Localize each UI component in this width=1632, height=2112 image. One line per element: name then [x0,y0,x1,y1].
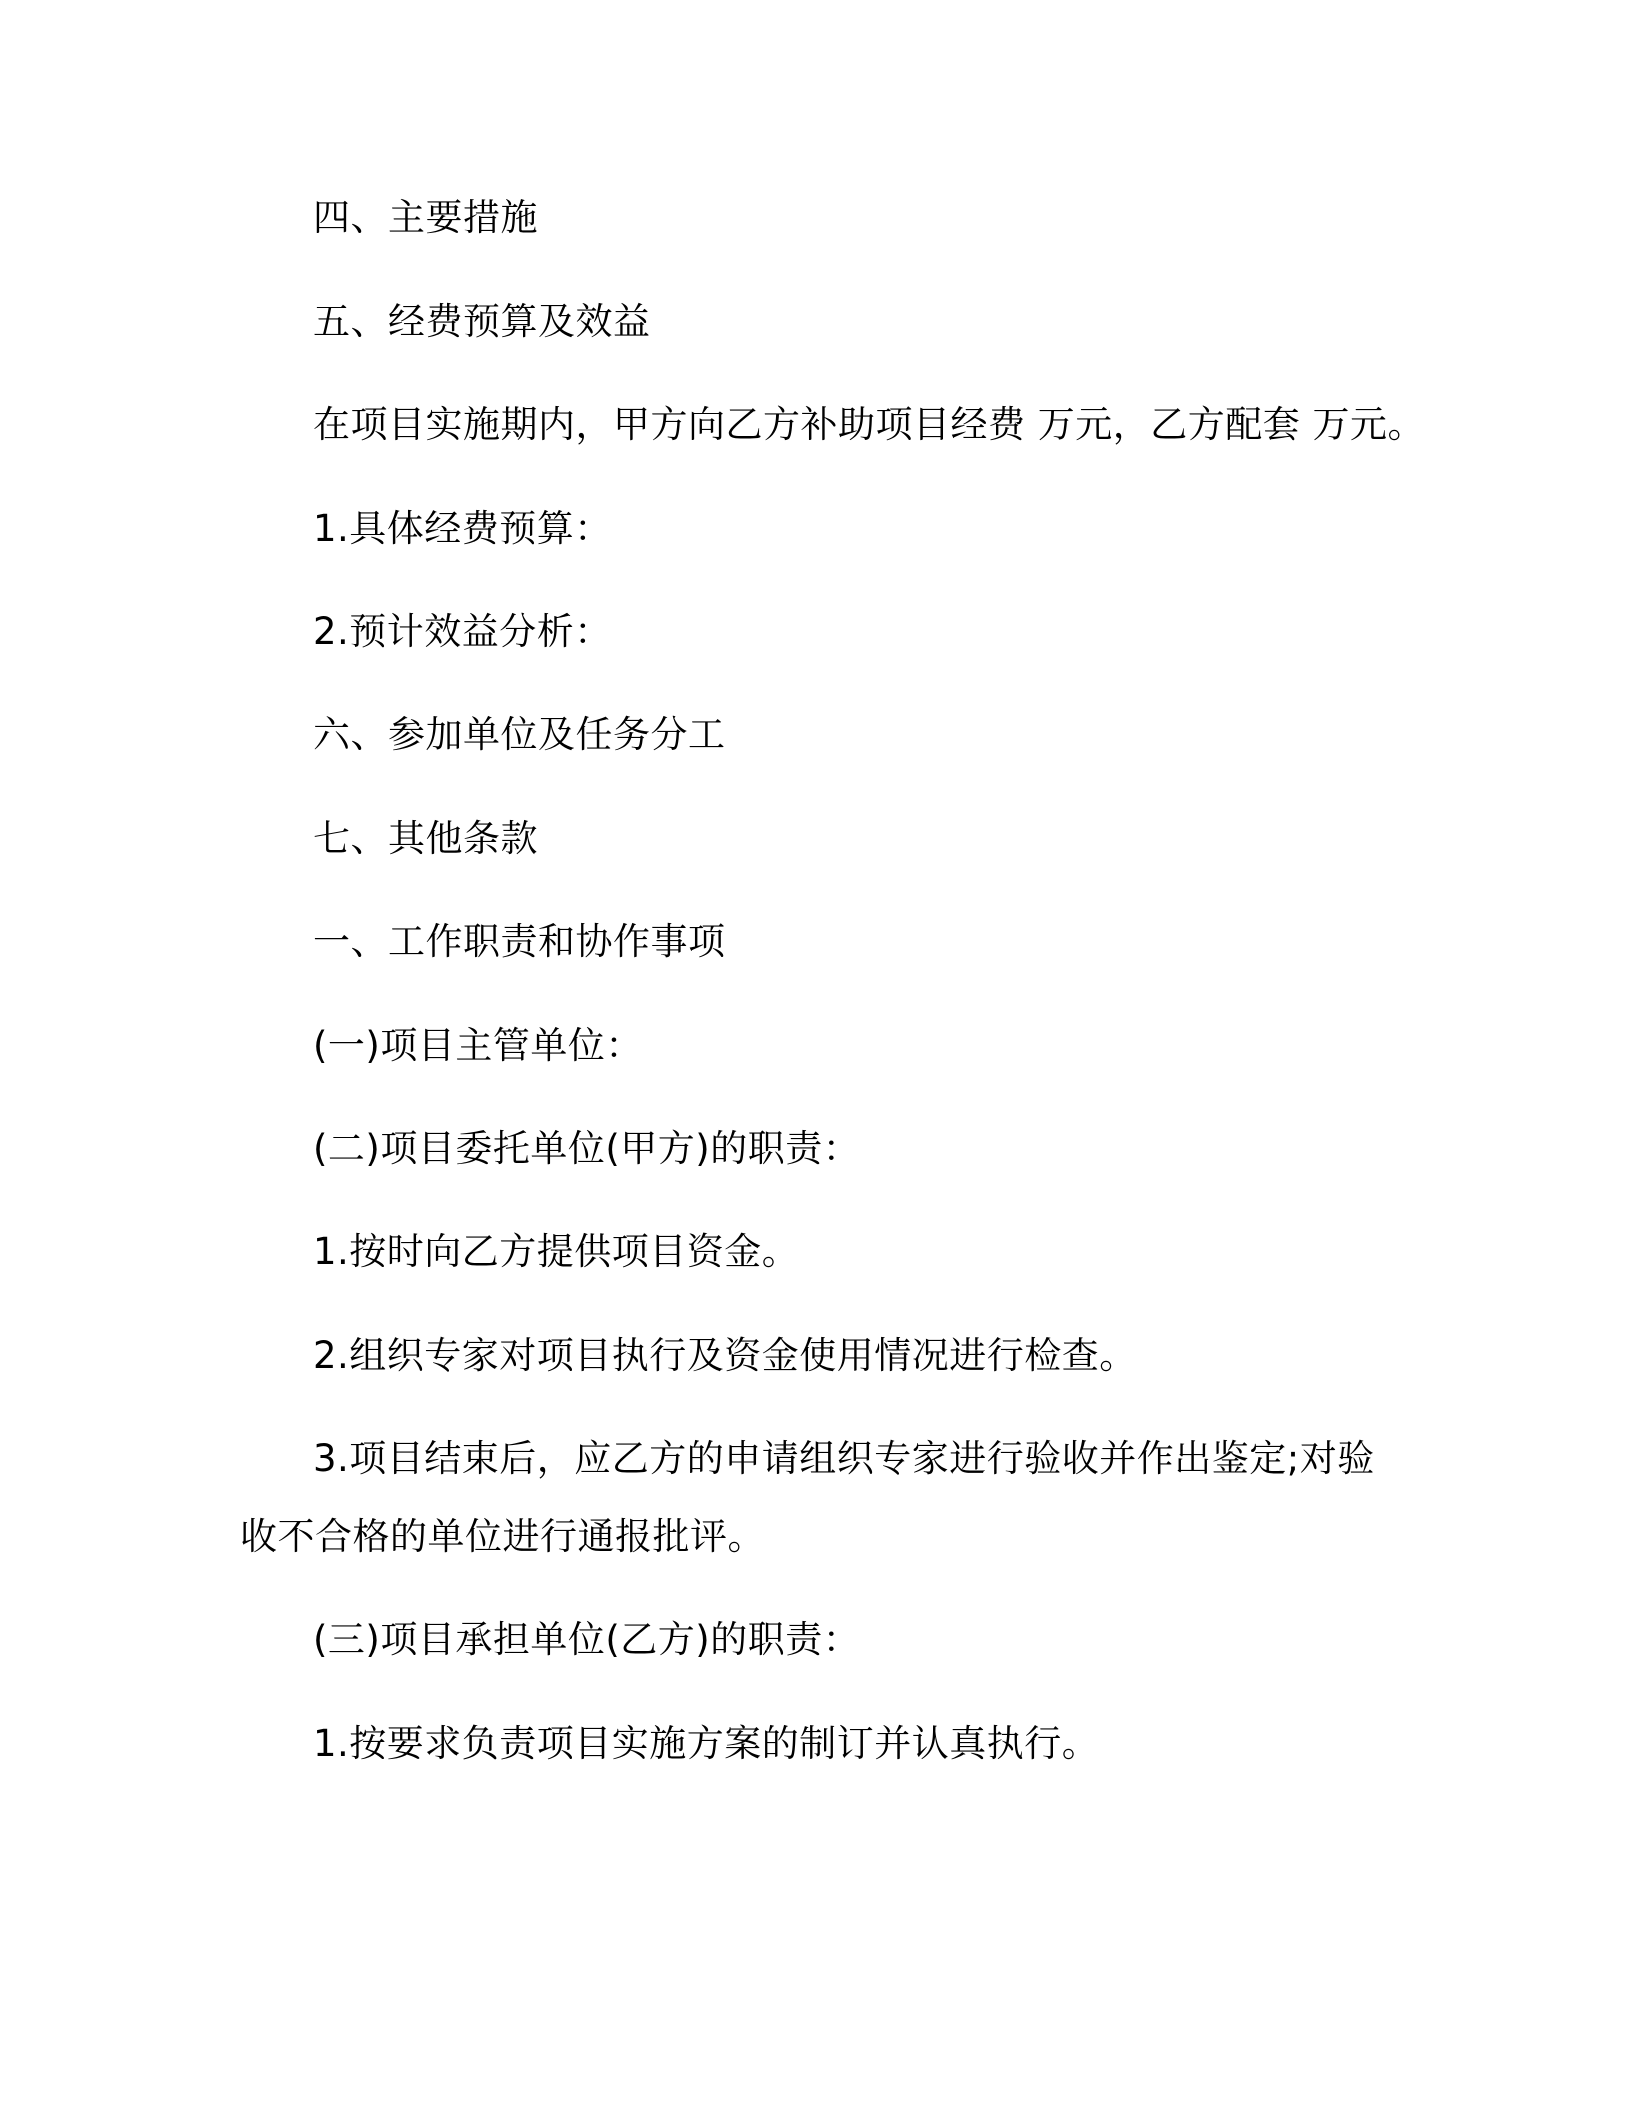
item-budget-detail: 1.具体经费预算： [313,507,612,550]
item-acceptance-line1: 3.项目结束后，应乙方的申请组织专家进行验收并作出鉴定;对验 [313,1437,1375,1480]
item-benefit-analysis: 2.预计效益分析： [313,610,612,653]
item-provide-funds: 1.按时向乙方提供项目资金。 [313,1230,800,1273]
subheading-party-a: (二)项目委托单位(甲方)的职责： [313,1127,861,1170]
paragraph-funding: 在项目实施期内，甲方向乙方补助项目经费 万元，乙方配套 万元。 [313,403,1426,446]
subheading-party-b: (三)项目承担单位(乙方)的职责： [313,1618,861,1661]
item-inspection: 2.组织专家对项目执行及资金使用情况进行检查。 [313,1334,1137,1377]
heading-main-measures: 四、主要措施 [313,196,538,239]
item-implementation-plan: 1.按要求负责项目实施方案的制订并认真执行。 [313,1722,1100,1765]
heading-responsibilities: 一、工作职责和协作事项 [313,920,726,963]
heading-other-terms: 七、其他条款 [313,817,538,860]
heading-budget-benefit: 五、经费预算及效益 [313,300,651,343]
heading-participants: 六、参加单位及任务分工 [313,713,726,756]
item-acceptance-line2: 收不合格的单位进行通报批评。 [240,1515,765,1558]
subheading-supervisor: (一)项目主管单位： [313,1024,643,1067]
